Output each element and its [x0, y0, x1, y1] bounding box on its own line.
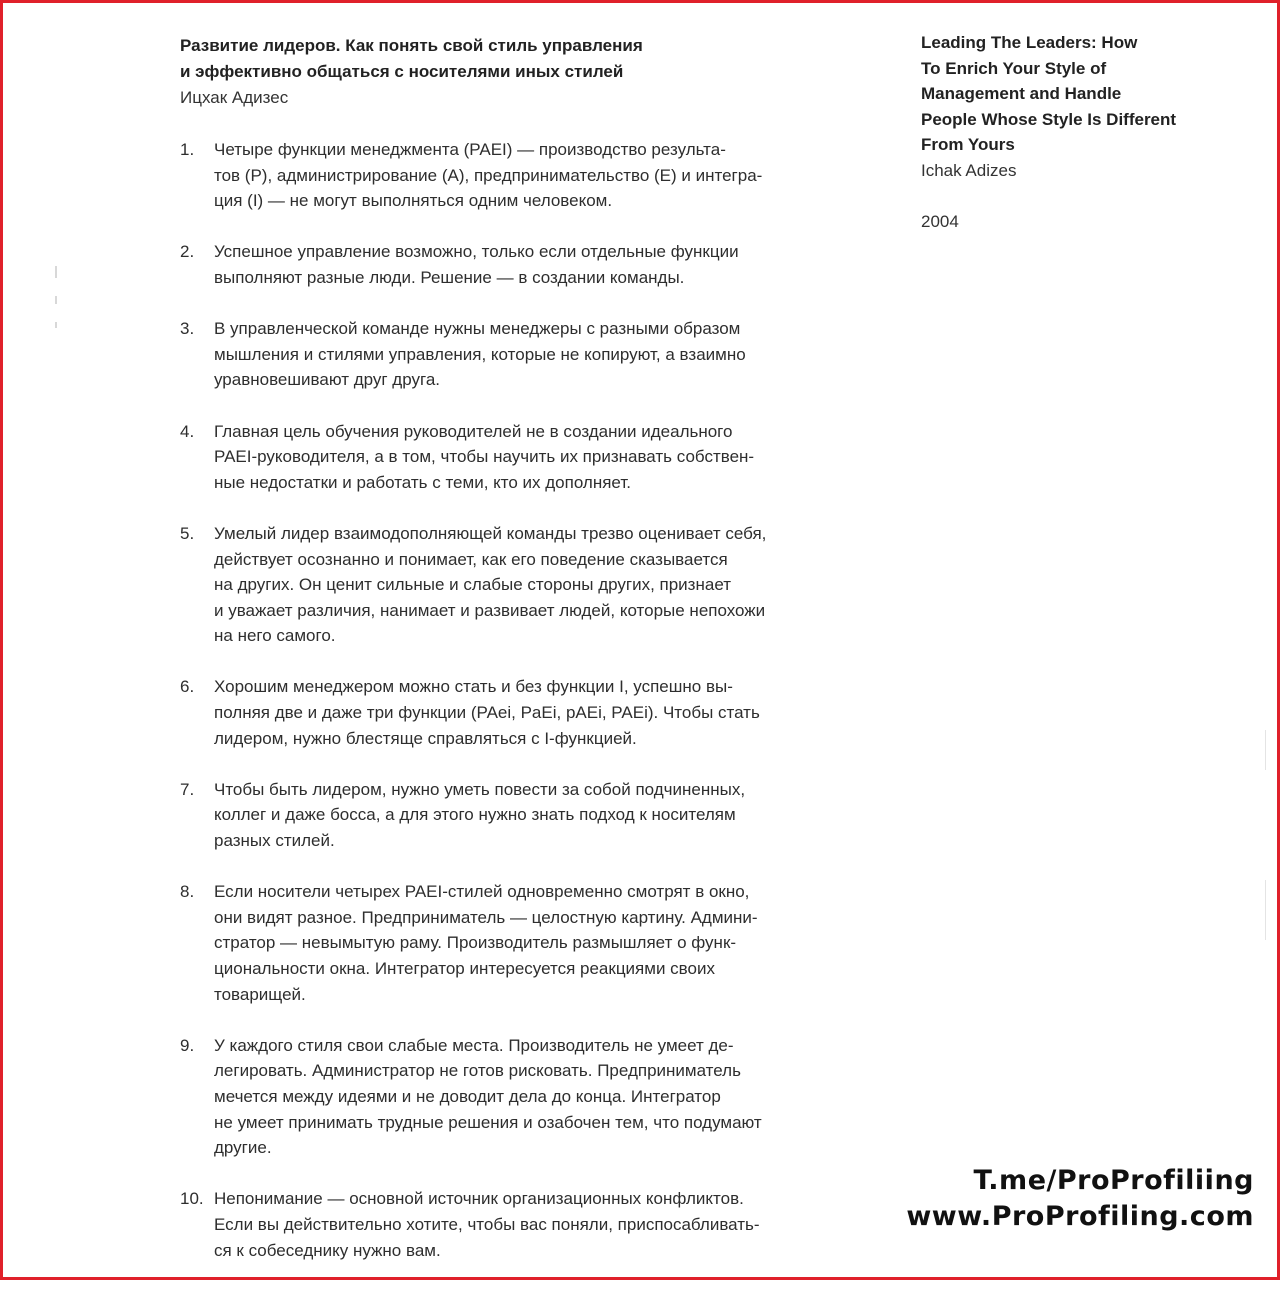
list-item-line: легировать. Администратор не готов рисковать. Предприниматель	[214, 1061, 741, 1081]
list-item-text	[214, 239, 860, 290]
list-item-number: 5.	[180, 523, 195, 543]
list-item	[180, 419, 860, 496]
list-item-number: 3.	[180, 319, 195, 339]
list-item-line: ные недостатки и работать с теми, кто их дополняет.	[214, 472, 631, 492]
book-title-line: Развитие лидеров. Как понять свой стиль управления	[180, 36, 643, 55]
summary-column	[180, 33, 860, 1289]
list-item	[180, 1186, 860, 1263]
list-item-line: Если носители четырех PAEI-стилей одновременно смотрят в окно,	[214, 882, 750, 902]
list-item-text	[214, 521, 860, 649]
list-item	[180, 777, 860, 854]
list-item-line: они видят разное. Предприниматель — целостную картину. Админи-	[214, 907, 758, 927]
list-item-line: стратор — невымытую раму. Производитель размышляет о функ-	[214, 933, 737, 953]
list-item-number: 10.	[180, 1189, 204, 1209]
list-item-text	[214, 1033, 860, 1161]
scan-artifact	[1265, 730, 1266, 770]
list-item	[180, 674, 860, 751]
list-item	[180, 1033, 860, 1161]
list-item	[180, 316, 860, 393]
list-item-line: полняя две и даже три функции (PAei, PaEi, pAEi, PAEi). Чтобы стать	[214, 703, 760, 723]
book-author-ru: Ицхак Адизес	[180, 88, 289, 107]
list-item	[180, 137, 860, 214]
list-item-text	[214, 674, 860, 751]
list-item-line: Непонимание — основной источник организационных конфликтов.	[214, 1189, 744, 1209]
list-item-line: циональности окна. Интегратор интересуется реакциями своих	[214, 959, 715, 978]
scan-artifact	[55, 296, 57, 304]
list-item	[180, 521, 860, 649]
list-item-line: не умеет принимать трудные решения и озабочен тем, что подумают	[214, 1112, 762, 1132]
meta-column	[921, 30, 1251, 235]
list-item-line: PAEI-руководителя, а в том, чтобы научить их признавать собствен-	[214, 447, 755, 467]
book-author-en: Ichak Adizes	[921, 160, 1017, 180]
watermark-website-link: www.ProProfiling.com	[906, 1201, 1254, 1232]
list-item-line: товарищей.	[214, 984, 306, 1004]
list-item-line: на него самого.	[214, 626, 336, 646]
list-item-text	[214, 419, 860, 496]
list-item-line: Четыре функции менеджмента (PAEI) — производство результа-	[214, 140, 726, 159]
publication-year: 2004	[921, 212, 959, 231]
list-item-line: Умелый лидер взаимодополняющей команды трезво оценивает себя,	[214, 523, 767, 543]
list-item-number: 4.	[180, 421, 195, 441]
list-item-line: ся к собеседнику нужно вам.	[214, 1240, 441, 1260]
watermark	[906, 1163, 1254, 1235]
book-title-en-line: Management and Handle	[921, 84, 1122, 103]
key-points-list	[180, 137, 860, 1263]
book-title-ru	[180, 33, 860, 85]
list-item-number: 7.	[180, 779, 195, 799]
list-item-number: 8.	[180, 882, 195, 902]
list-item-line: выполняют разные люди. Решение — в создании команды.	[214, 267, 685, 287]
list-item-line: уравновешивают друг друга.	[214, 370, 440, 390]
list-item-text	[214, 316, 860, 393]
list-item-line: ция (I) — не могут выполняться одним человеком.	[214, 191, 613, 211]
list-item-text	[214, 879, 860, 1007]
list-item-line: лидером, нужно блестяще справляться с I-функцией.	[214, 728, 637, 748]
list-item-line: на других. Он ценит сильные и слабые стороны других, признает	[214, 575, 731, 595]
book-title-line: и эффективно общаться с носителями иных стилей	[180, 62, 624, 81]
list-item-number: 9.	[180, 1035, 195, 1055]
list-item-number: 1.	[180, 140, 195, 159]
watermark-telegram-link: T.me/ProProfiliing	[973, 1165, 1254, 1196]
list-item-line: Главная цель обучения руководителей не в создании идеального	[214, 421, 733, 441]
list-item-line: Хорошим менеджером можно стать и без функции I, успешно вы-	[214, 677, 733, 697]
book-title-en-line: From Yours	[921, 135, 1015, 154]
scan-artifact	[55, 266, 57, 278]
list-item-line: У каждого стиля свои слабые места. Производитель не умеет де-	[214, 1035, 734, 1055]
list-item-number: 6.	[180, 677, 195, 697]
list-item	[180, 879, 860, 1007]
book-title-en-line: To Enrich Your Style of	[921, 58, 1107, 78]
list-item-line: другие.	[214, 1138, 272, 1158]
list-item-line: мечется между идеями и не доводит дела до конца. Интегратор	[214, 1086, 721, 1106]
book-title-en-line: Leading The Leaders: How	[921, 33, 1138, 52]
list-item-number: 2.	[180, 242, 195, 262]
list-item-line: и уважает различия, нанимает и развивает людей, которые непохожи	[214, 600, 766, 620]
list-item-line: Если вы действительно хотите, чтобы вас поняли, приспосабливать-	[214, 1214, 760, 1234]
book-title-en-line: People Whose Style Is Different	[921, 109, 1177, 129]
list-item-line: коллег и даже босса, а для этого нужно знать подход к носителям	[214, 805, 736, 825]
list-item-line: В управленческой команде нужны менеджеры с разными образом	[214, 319, 741, 339]
list-item-line: разных стилей.	[214, 831, 335, 851]
list-item-line: Успешное управление возможно, только если отдельные функции	[214, 242, 739, 262]
list-item-line: Чтобы быть лидером, нужно уметь повести за собой подчиненных,	[214, 779, 746, 799]
list-item-text	[214, 137, 860, 214]
list-item-line: действует осознанно и понимает, как его поведение сказывается	[214, 549, 728, 569]
list-item	[180, 239, 860, 290]
list-item-text	[214, 1186, 860, 1263]
book-title-en	[921, 30, 1251, 158]
scan-artifact	[1265, 880, 1266, 940]
list-item-line: мышления и стилями управления, которые не копируют, а взаимно	[214, 344, 746, 364]
list-item-text	[214, 777, 860, 854]
list-item-line: тов (P), администрирование (A), предпринимательство (E) и интегра-	[214, 165, 763, 185]
scan-artifact	[55, 322, 57, 328]
